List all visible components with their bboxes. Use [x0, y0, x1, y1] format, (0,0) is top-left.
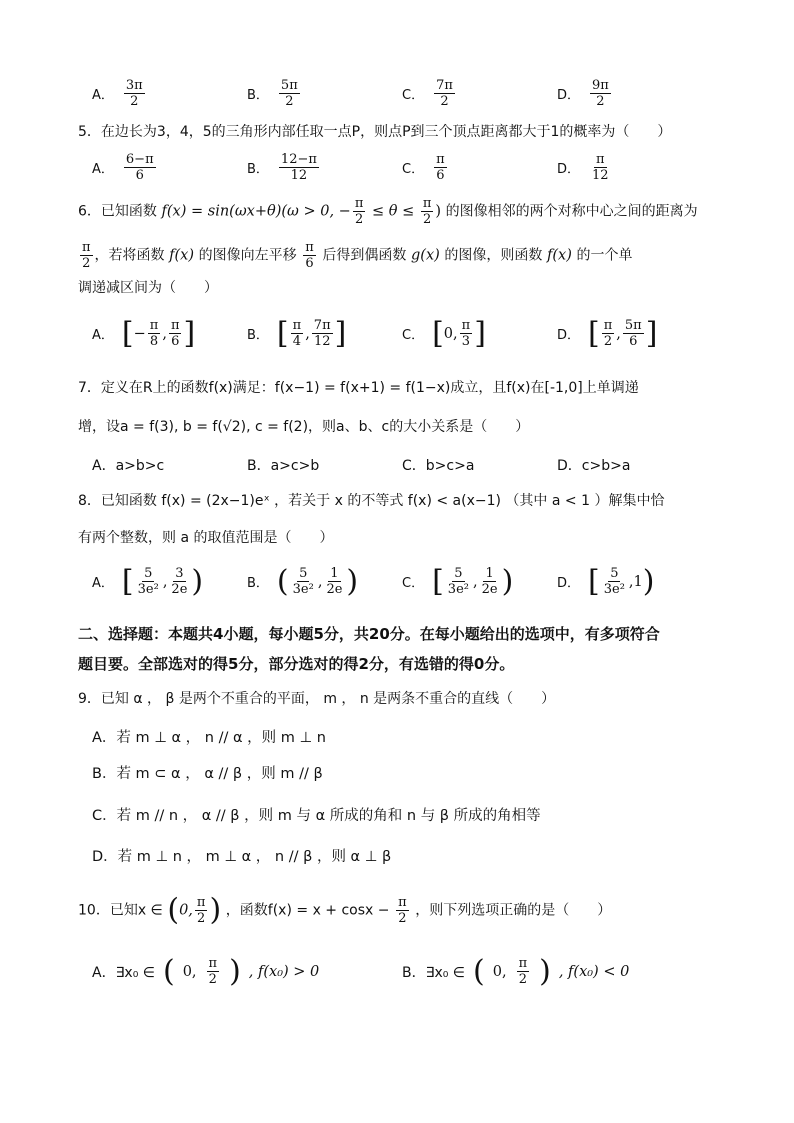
q6-interval-right: $\frac{7\pi}{12}$	[313, 318, 331, 349]
q5-option-value: $\frac{6-\pi}{6}$	[125, 152, 154, 183]
q6-frac-pi-2: $\frac{\pi}{2}$	[354, 196, 364, 227]
q9-option-d: D．若 m ⊥ n ， m ⊥ α ， n // β ，则 α ⊥ β	[92, 849, 392, 865]
q4-option-label: D．	[557, 88, 581, 103]
q4-option-value: $\frac{5\pi}{2}$	[280, 78, 298, 109]
q4-option-value: $\frac{3\pi}{2}$	[125, 78, 143, 109]
q4-option-label: C．	[402, 88, 425, 103]
q10-opta-text: A．∃x₀ ∈	[92, 964, 155, 981]
q8-option-2	[402, 563, 557, 599]
q8-interval: ( $\frac{5}{\text{3e²}}$ , $\frac{1}{2e}$ )	[276, 563, 359, 599]
q4-option-label: A．	[92, 88, 114, 103]
q10-options	[92, 953, 754, 989]
q7-option-0: A．a>b>c	[92, 458, 165, 474]
q7-options	[92, 455, 754, 475]
q6-ineq: ≤ θ ≤	[367, 203, 419, 220]
q7-option-3: D．c>b>a	[557, 458, 631, 474]
q8-option-label: B．	[247, 576, 269, 591]
q5-option-0	[92, 152, 247, 183]
q9-option-c: C．若 m // n ， α // β ，则 m 与 α 所成的角和 n 与 β 所成的角相等	[92, 808, 541, 824]
q10-opta-start: 0,	[182, 963, 197, 980]
q6-stem-line1	[78, 196, 734, 227]
q10-optb-cond: , f(x₀) < 0	[558, 963, 630, 980]
q7-option-1: B．a>c>b	[247, 458, 320, 474]
q8-option-label: C．	[402, 576, 425, 591]
q8-option-label: D．	[557, 576, 581, 591]
q5-option-label: A．	[92, 162, 114, 177]
q4-option-2	[402, 78, 557, 109]
q6-l2a: ，若将函数	[94, 247, 165, 264]
q6-stem-line3: 调递减区间为（ ）	[78, 280, 218, 296]
q8-option-3	[557, 563, 712, 599]
q6-interval-right: $\frac{\pi}{3}$	[461, 318, 471, 349]
q6-stem-end: 的图像相邻的两个对称中心之间的距离为	[445, 203, 698, 220]
q9-option-a: A．若 m ⊥ α ， n // α ，则 m ⊥ n	[92, 730, 326, 746]
q6-gx: g(x)	[411, 247, 440, 264]
q9-option-b: B．若 m ⊂ α ， α // β ，则 m // β	[92, 766, 323, 782]
q6-option-1	[247, 315, 402, 351]
q10-frac-pi-2b: $\frac{\pi}{2}$	[398, 895, 407, 926]
q4-option-value: $\frac{9\pi}{2}$	[592, 78, 609, 109]
q10-optb-text: B．∃x₀ ∈	[402, 964, 465, 981]
q8-interval-right: $\frac{3}{2e}$	[171, 566, 188, 597]
q8-stem-line1: 8．已知函数 f(x) = (2x−1)eˣ ，若关于 x 的不等式 f(x) < a(x−1) （其中 a < 1 ）解集中恰	[78, 493, 665, 509]
q10-opta-rparen: )	[229, 953, 241, 989]
q6-option-label: C．	[402, 328, 425, 343]
q8-interval-left: $\frac{5}{\text{3e²}}$	[137, 566, 159, 597]
q6-option-3	[557, 315, 712, 351]
q5-option-value: $\frac{\pi}{12}$	[592, 152, 609, 183]
q8-option-1	[247, 563, 402, 599]
q6-interval-left: $\frac{\pi}{4}$	[292, 318, 302, 349]
q5-option-label: B．	[247, 162, 269, 177]
q10-optb-lparen: (	[473, 953, 485, 989]
q10-lparen: (	[167, 892, 180, 928]
q10-stem-a: 10．已知x ∈	[78, 902, 163, 919]
q6-interval-left: $\frac{\pi}{8}$	[149, 318, 159, 349]
q5-option-value: $\frac{12-\pi}{12}$	[280, 152, 317, 183]
q6-interval-left: $\frac{\pi}{2}$	[603, 318, 613, 349]
q7-stem-line2: 增，设a = f(3), b = f(√2), c = f(2)，则a、b、c的大小关系是（ ）	[78, 419, 530, 435]
q6-option-label: D．	[557, 328, 581, 343]
q8-interval: [ $\frac{5}{\text{3e²}}$ , $\frac{3}{2e}$ )	[121, 563, 204, 599]
q10-optb-start: 0,	[492, 963, 507, 980]
q10-opta-lparen: (	[162, 953, 175, 989]
q10-opta-frac: $\frac{\pi}{2}$	[208, 956, 218, 987]
q6-l2c: 后得到偶函数	[322, 247, 407, 264]
q6-frac-pi-2c: $\frac{\pi}{2}$	[82, 240, 91, 271]
q6-l2d: 的图像，则函数	[444, 247, 543, 264]
q4-option-1	[247, 78, 402, 109]
q8-interval: [ $\frac{5}{\text{3e²}}$ , $\frac{1}{2e}$ )	[432, 563, 514, 599]
q6-close-paren: )	[435, 203, 442, 220]
q4-option-label: B．	[247, 88, 269, 103]
q10-stem-c: ，则下列选项正确的是（ ）	[415, 902, 612, 919]
q10-frac-pi-2: $\frac{\pi}{2}$	[196, 895, 206, 926]
q10-option-a	[92, 953, 402, 989]
q4-option-3	[557, 78, 712, 109]
q5-stem: 5．在边长为3，4，5的三角形内部任取一点P，则点P到三个顶点距离都大于1的概率为（ ）	[78, 124, 672, 140]
q5-option-2	[402, 152, 557, 183]
q7-stem-line1: 7．定义在R上的函数f(x)满足：f(x−1) = f(x+1) = f(1−x)成立，且f(x)在[-1,0]上单调递	[78, 380, 639, 396]
q6-option-2	[402, 315, 557, 351]
q5-option-1	[247, 152, 402, 183]
q10-optb-rparen: )	[539, 953, 551, 989]
q6-fx-2: f(x)	[547, 247, 572, 264]
q8-options	[92, 563, 754, 599]
q10-option-b	[402, 953, 712, 989]
q6-interval: [ $\frac{\pi}{4}$ , $\frac{7\pi}{12}$ ]	[276, 315, 347, 351]
q8-interval-left: $\frac{5}{\text{3e²}}$	[292, 566, 314, 597]
q4-option-value: $\frac{7\pi}{2}$	[436, 78, 453, 109]
q6-function: f(x) = sin(ωx+θ)(ω > 0, −	[161, 203, 351, 220]
q6-interval: [ − $\frac{\pi}{8}$ , $\frac{\pi}{6}$ ]	[121, 315, 196, 351]
q5-options	[92, 152, 754, 183]
q6-stem-line2	[78, 240, 734, 271]
q8-interval-left: $\frac{5}{\text{3e²}}$	[447, 566, 469, 597]
q8-interval-right: $\frac{1}{2e}$	[326, 566, 343, 597]
q6-interval-right: $\frac{5\pi}{6}$	[624, 318, 642, 349]
q9-stem: 9．已知 α ， β 是两个不重合的平面， m ， n 是两条不重合的直线（ ）	[78, 691, 556, 707]
q8-interval-right: $\frac{1}{2e}$	[481, 566, 498, 597]
q10-optb-frac: $\frac{\pi}{2}$	[518, 956, 528, 987]
q10-opta-cond: , f(x₀) > 0	[248, 963, 320, 980]
q6-option-label: B．	[247, 328, 269, 343]
q8-interval-right: 1	[633, 573, 643, 590]
q10-rparen: )	[209, 892, 222, 928]
q5-option-label: C．	[402, 162, 425, 177]
q10-interval-start: 0,	[179, 902, 193, 919]
q8-stem-line2: 有两个整数，则 a 的取值范围是（ ）	[78, 530, 334, 546]
q6-frac-pi-6: $\frac{\pi}{6}$	[305, 240, 314, 271]
q8-option-label: A．	[92, 576, 114, 591]
q6-interval-right: $\frac{\pi}{6}$	[170, 318, 180, 349]
q6-option-0	[92, 315, 247, 351]
q7-option-2: C．b>c>a	[402, 458, 475, 474]
q5-option-value: $\frac{\pi}{6}$	[436, 152, 445, 183]
q8-interval-left: $\frac{5}{\text{3e²}}$	[603, 566, 625, 597]
q8-option-0	[92, 563, 247, 599]
q8-interval: [ $\frac{5}{\text{3e²}}$ , 1 )	[588, 563, 655, 599]
q6-l2e: 的一个单	[576, 247, 633, 264]
q6-l2b: 的图像向左平移	[198, 247, 297, 264]
q6-frac-pi-2b: $\frac{\pi}{2}$	[422, 196, 432, 227]
q4-option-0	[92, 78, 247, 109]
section2-line1: 二、选择题：本题共4小题，每小题5分，共20分。在每小题给出的选项中，有多项符合	[78, 625, 660, 643]
q10-stem-b: ，函数f(x) = x + cosx −	[225, 902, 390, 919]
q5-option-label: D．	[557, 162, 581, 177]
section2-line2: 题目要。全部选对的得5分，部分选对的得2分，有选错的得0分。	[78, 655, 515, 673]
q6-interval-left: 0	[443, 325, 454, 342]
q6-option-label: A．	[92, 328, 114, 343]
q6-interval: [ $\frac{\pi}{2}$ , $\frac{5\pi}{6}$ ]	[588, 315, 658, 351]
q6-options	[92, 315, 754, 351]
q4-options	[92, 78, 754, 109]
q6-interval: [ 0 , $\frac{\pi}{3}$ ]	[432, 315, 486, 351]
q6-fx: f(x)	[169, 247, 195, 264]
q5-option-3	[557, 152, 712, 183]
q6-stem-start: 6．已知函数	[78, 203, 157, 220]
q10-stem	[78, 892, 734, 928]
